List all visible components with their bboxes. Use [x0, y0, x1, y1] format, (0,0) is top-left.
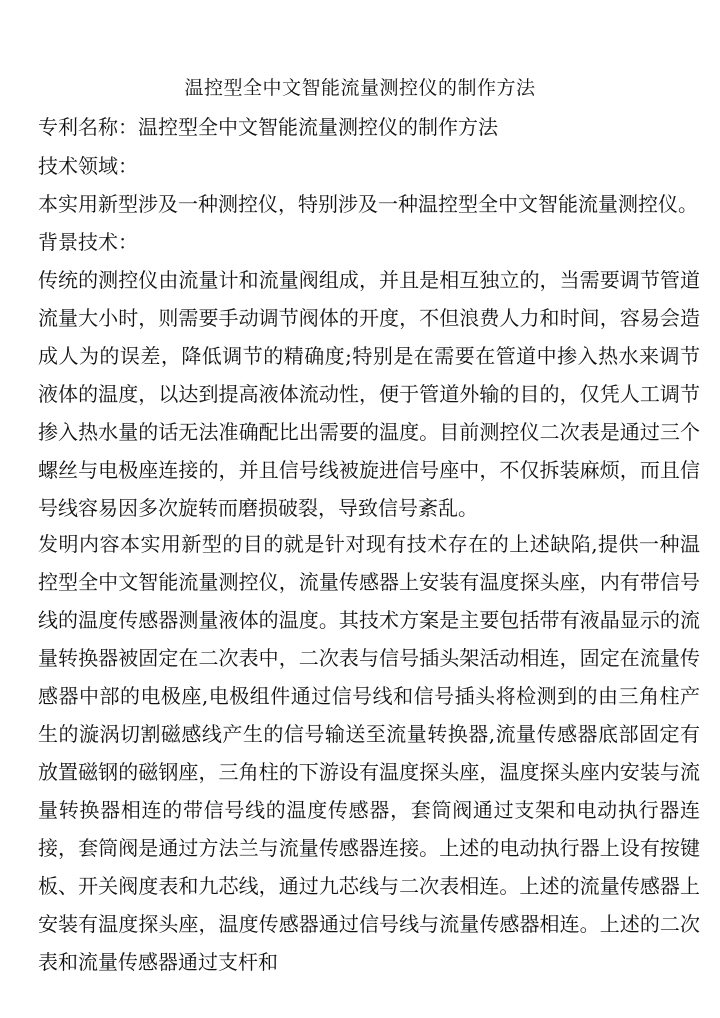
- invention-paragraph: 发明内容本实用新型的目的就是针对现有技术存在的上述缺陷,提供一种温控型全中文智能流量测控仪，流量传感器上安装有温度探头座，内有带信号线的温度传感器测量液体的温度。其技术方案是主要包括带有液晶显示的流量转换器被固定在二次表中，二次表与信号插头架活动相连，固定在流量传感器中部的电极座,电极组件通过信号线和信号插头将检测到的由三角柱产生的漩涡切割磁感线产生的信号输送至流量转换器,流量传感器底部固定有放置磁钢的磁钢座，三角柱的下游设有温度探头座，温度探头座内安装与流量转换器相连的带信号线的温度传感器，套筒阀通过支架和电动执行器连接，套筒阀是通过方法兰与流量传感器连接。上述的电动执行器上设有按键板、开关阀度表和九芯线，通过九芯线与二次表相连。上述的流量传感器上安装有温度探头座，温度传感器通过信号线与流量传感器相连。上述的二次表和流量传感器通过支杆和: [38, 532, 700, 974]
- background-paragraph: 传统的测控仪由流量计和流量阀组成，并且是相互独立的，当需要调节管道流量大小时，则需要手动调节阀体的开度，不但浪费人力和时间，容易会造成人为的误差，降低调节的精确度;特别是在需要在管道中掺入热水来调节液体的温度，以达到提高液体流动性，便于管道外输的目的，仅凭人工调节掺入热水量的话无法准确配比出需要的温度。目前测控仪二次表是通过三个螺丝与电极座连接的，并且信号线被旋进信号座中，不仅拆装麻烦，而且信号线容易因多次旋转而磨损破裂，导致信号紊乱。: [38, 268, 700, 520]
- patent-name-line: 专利名称：温控型全中文智能流量测控仪的制作方法: [38, 115, 498, 139]
- field-heading: 技术领域：: [38, 154, 138, 178]
- background-heading: 背景技术：: [38, 230, 138, 254]
- document-title: 温控型全中文智能流量测控仪的制作方法: [184, 77, 536, 99]
- field-text: 本实用新型涉及一种测控仪，特别涉及一种温控型全中文智能流量测控仪。: [38, 192, 698, 216]
